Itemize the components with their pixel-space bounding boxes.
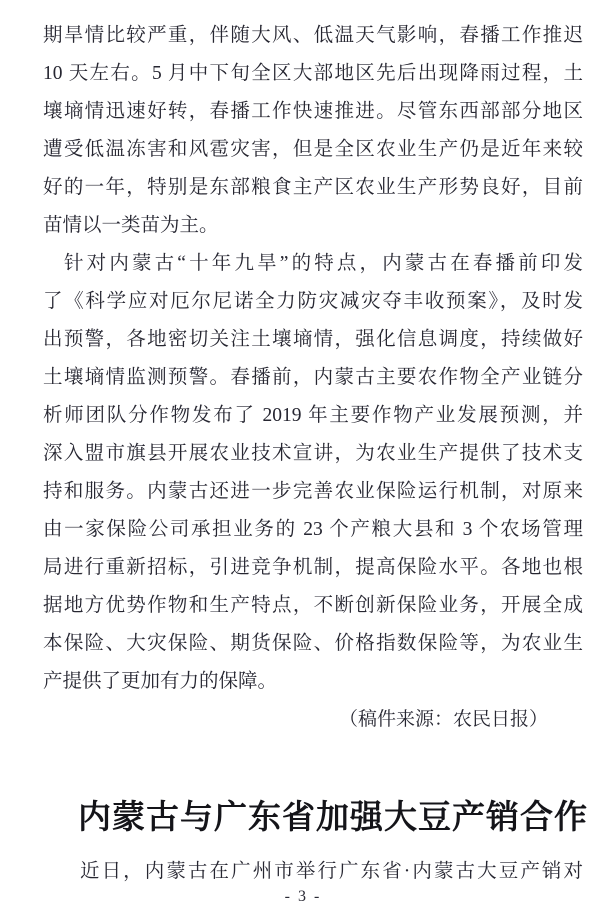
text-line: 好的一年，特别是东部粮食主产区农业生产形势良好，目前: [43, 177, 583, 198]
text-line: 持和服务。内蒙古还进一步完善农业保险运行机制，对原来: [43, 481, 583, 502]
text-line: 析师团队分作物发布了 2019 年主要作物产业发展预测，并: [43, 405, 583, 426]
source-attribution: （稿件来源：农民日报）: [338, 709, 548, 730]
text-line: 本保险、大灾保险、期货保险、价格指数保险等，为农业生: [43, 633, 583, 654]
text-line: 据地方优势作物和生产特点，不断创新保险业务，开展全成: [43, 595, 583, 616]
text-column: [43, 17, 588, 882]
text-line: 壤墒情迅速好转，春播工作快速推进。尽管东西部部分地区: [43, 101, 583, 122]
text-line: 出预警，各地密切关注土壤墒情，强化信息调度，持续做好: [43, 329, 583, 350]
text-line: 土壤墒情监测预警。春播前，内蒙古主要农作物全产业链分: [43, 367, 583, 388]
body-text: [43, 17, 583, 701]
page-number: - 3 -: [284, 888, 322, 905]
text-line: 局进行重新招标，引进竞争机制，提高保险水平。各地也根: [43, 557, 583, 578]
text-line: 由一家保险公司承担业务的 23 个产粮大县和 3 个农场管理: [43, 519, 583, 540]
next-article-text: [43, 853, 583, 891]
text-line: 深入盟市旗县开展农业技术宣讲，为农业生产提供了技术支: [43, 443, 583, 464]
text-line: 近日，内蒙古在广州市举行广东省·内蒙古大豆产销对: [80, 861, 583, 882]
text-line: 了《科学应对厄尔尼诺全力防灾减灾夺丰收预案》，及时发: [43, 291, 583, 312]
text-line: 期旱情比较严重，伴随大风、低温天气影响，春播工作推迟: [43, 25, 583, 46]
text-line: 10 天左右。5 月中下旬全区大部地区先后出现降雨过程，土: [43, 63, 583, 84]
text-line: 针对内蒙古“十年九旱”的特点，内蒙古在春播前印发: [64, 253, 583, 274]
text-line: 遭受低温冻害和风雹灾害，但是全区农业生产仍是近年来较: [43, 139, 583, 160]
text-line: 产提供了更加有力的保障。: [43, 671, 278, 692]
text-line: 苗情以一类苗为主。: [43, 215, 219, 236]
article-heading: 内蒙古与广东省加强大豆产销合作: [78, 800, 588, 836]
